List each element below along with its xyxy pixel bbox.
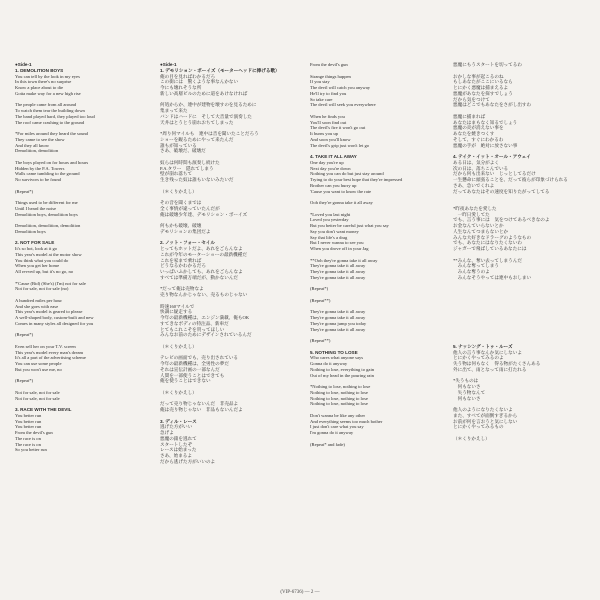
lyric-line: スタートしたぞ	[160, 441, 193, 447]
lyric-line: Know a place about to die	[15, 85, 64, 90]
lyric-line: From the devil's gun	[310, 62, 348, 67]
lyric-line: 今年の最新機種は、エンジン満載、俺もOK	[160, 315, 250, 320]
lyric-line: The band played hard, they played too loud	[15, 113, 95, 119]
lyric-line: (Repeat**)	[310, 338, 331, 343]
lyric-line: だから逃げた方がいいのよ	[160, 458, 216, 464]
lyric-line: The boys played on for hours and hours	[15, 159, 89, 165]
lyric-line: （＊くりかえし）	[160, 343, 197, 349]
song-title: 1. デモリション・ボーイズ（モーターヘッドに捧げる歌）	[160, 67, 280, 73]
lyric-line: お前が何を言おうと気にしない	[453, 418, 518, 424]
lyric-line: They're gonna take it all away	[310, 309, 366, 315]
lyric-line: 他人のようになりたくないよ	[453, 407, 513, 412]
lyric-line: The race is on	[15, 441, 41, 447]
song-title: 4. テイク・イット・オール・アウェイ	[453, 154, 531, 159]
lyric-line: One day you're up	[310, 159, 344, 165]
lyric-line: 悪魔にもうスタートを切ってるわ	[453, 62, 522, 67]
lyric-line: みんな大好きなドラーグのようなもの	[453, 234, 532, 240]
lyric-line: 他人の言う事なんか気にしないよ	[453, 349, 522, 355]
lyric-line: And everything seems too much bother	[310, 418, 383, 424]
song-title: 3. RACE WITH THE DEVIL	[15, 407, 72, 412]
lyric-line: Demolition, demolition, demolition	[15, 223, 81, 228]
lyric-line: 今にも壊れそうな所	[160, 85, 202, 90]
lyric-line: でも、あなたにはなりたくないわ	[453, 240, 522, 246]
lyric-line: Next day you're down	[310, 165, 351, 171]
lyric-line: But you better be careful just what you say	[310, 223, 389, 228]
lyric-line: (Repeat*)	[15, 332, 34, 338]
lyric-line: They came to see the show	[15, 136, 65, 142]
lyric-line: 生き残った奴は誰もいないみたいだ	[160, 177, 234, 182]
lyric-line: Say that life's a drag	[310, 234, 348, 240]
lyric-line: 何もないさ	[453, 395, 481, 401]
lyric-line: （＊くりかえし）	[160, 188, 197, 194]
lyric-line: (Repeat*)	[310, 286, 329, 292]
lyric-line: 新しい高層ビルのために道をあけなければ	[160, 90, 248, 96]
lyric-line: To watch them tear the building down	[15, 108, 85, 113]
lyric-line: I just don't care what you say	[310, 424, 364, 430]
lyric-line: 今年の最新機種は、全男性の夢だ	[160, 361, 229, 366]
lyric-line: これが今年のモーターショーの最新機種だ	[160, 251, 247, 257]
song-title: 3. ディル・レース	[160, 418, 197, 424]
lyric-line: *周り何マイルも 連中は音を聞いたことだろう	[160, 131, 259, 136]
lyric-line: But I never wanna to see you	[310, 240, 364, 246]
lyric-line: さあ、始まるよ	[160, 453, 192, 458]
lyric-line: **みんな、奪い去ってしまうんだ	[453, 257, 522, 263]
lyric-line: おかしな事が起こるのね	[453, 73, 504, 79]
lyric-line: 誰もが知っている	[160, 142, 197, 148]
lyric-line: 悪魔はどこでもあなたをさがし出すわ	[453, 102, 532, 108]
lyric-line: When you get her home	[15, 263, 60, 269]
lyric-line: The devil will catch you anyway	[310, 85, 371, 90]
lyric-line: Ooh they're gonna take it all away	[310, 200, 373, 205]
lyric-line: Nothing to lose, everything to gain	[310, 366, 375, 372]
lyric-line: 俺を使うことはできない	[160, 378, 211, 384]
lyric-line: （＊くりかえし）	[160, 389, 197, 395]
lyric-line: And soon you'll know	[310, 136, 351, 142]
lyric-line: 俺は売り物じゃない 非品もないんだよ	[160, 407, 243, 412]
lyric-line: *Loved you last night	[310, 211, 351, 217]
lyric-line: All revved up, but it's no go, no	[15, 269, 74, 274]
lyric-line: もしあなたがここにいるなら	[453, 79, 513, 85]
lyric-line: Gotta make way for a new high rise	[15, 90, 81, 96]
lyric-line: さあ、破壊だ、破壊だ	[160, 148, 206, 154]
lyric-line: A hundred miles per hour	[15, 297, 62, 303]
lyric-line: The devil's grip just won't let go	[310, 142, 370, 148]
lyric-line: みんな奪うのよ	[453, 269, 490, 274]
song-title: 1. DEMOLITION BOYS	[15, 67, 64, 73]
lyric-line: この街には 驚くような事なんかない	[160, 79, 239, 85]
lyric-line: When you drove off in your Jag	[310, 246, 369, 251]
lyric-line: みんなそうやっては連中もおしまい	[453, 274, 532, 280]
lyric-line: Demolition boys, demolition boys	[15, 211, 78, 217]
lyric-line: さあ、急いでくれよ	[453, 182, 495, 188]
lyric-line: 'Cause you want to know the rate	[310, 188, 372, 194]
lyric-line: 全く事情が違っていたんだが	[160, 205, 220, 211]
lyric-line: Nothing to lose, nothing to lose	[310, 395, 368, 401]
lyric-line: 次の日は、落ちこんでいる	[453, 165, 509, 171]
lyric-line: Nothing to lose, nothing to lose	[310, 401, 368, 407]
lyric-line: Say you don't want money	[310, 228, 359, 234]
lyric-line: No survivors to be found	[15, 177, 61, 182]
lyric-line: It's so hot, look at it go	[15, 246, 58, 251]
lyric-line: すべては準備万端だが、動かないんだ	[160, 274, 239, 280]
lyric-line: 悪魔の鋃を逃れて	[160, 435, 197, 441]
lyric-line: So you better run	[15, 447, 47, 453]
song-title: 2. NOT FOR SALE	[15, 240, 55, 246]
song-title: 2. ノット・フォー・セイル	[160, 240, 215, 246]
lyric-line: **Ooh they're gonna take it all away	[310, 257, 378, 263]
lyric-line: Nothing to lose, nothing to lose	[310, 389, 368, 395]
lyric-line: They're gonna take it all away	[310, 263, 366, 269]
lyric-line: 一昨日愛してた	[453, 211, 490, 217]
lyric-line: だから何も出来ない じっとしてるだけ	[453, 171, 536, 177]
lyric-line: *For miles around they heard the sound	[15, 131, 88, 136]
lyrics-column-japanese-2	[453, 62, 588, 442]
lyric-line: The race is on	[15, 435, 41, 441]
lyric-line: They're gonna take it all away	[310, 274, 366, 280]
lyric-line: それは宣伝計画の一部なんだ	[160, 366, 220, 372]
lyric-line: みんな奪ってしまう	[453, 263, 499, 269]
lyric-line: If you stay	[310, 79, 330, 85]
lyric-line: Until I heard the noise	[15, 205, 57, 211]
lyric-line: The devil will seek you everywhere	[310, 102, 376, 108]
lyric-line: 奴らは何時間も演奏し続けた	[160, 159, 220, 165]
lyric-line: だってあなたはその速度を知りたがってしてる	[453, 188, 550, 194]
lyric-line: *Nothing to lose, nothing to lose	[310, 384, 371, 389]
lyrics-column-english-1	[15, 62, 150, 453]
side-label: ●Side-1	[15, 62, 32, 67]
lyric-line: They're gonna jump you today	[310, 320, 367, 326]
lyric-line: みんなお前のためにデザインされているんだ	[160, 332, 252, 338]
lyric-line: They're gonna take it all away	[310, 315, 366, 320]
lyric-line: ある日は、気分がよく	[453, 159, 499, 165]
lyric-line: だって売り物じゃないんだ 非売品よ	[160, 401, 239, 407]
lyric-line: A well-shaped body, custom-built and new	[15, 315, 94, 320]
lyric-line: Trying to do your best hope that they're impressed	[310, 177, 403, 182]
lyric-line: 何もかも破壊、破壊	[160, 223, 202, 228]
lyric-line: 何もないさ	[453, 384, 481, 389]
lyric-line: Hidden by the P.A. Towers	[15, 165, 65, 171]
lyrics-column-japanese-1	[160, 62, 295, 465]
song-title: 5. ナッシング・トゥ・ルーズ	[453, 343, 513, 349]
lyric-line: (Repeat*)	[15, 188, 34, 194]
lyric-line: ジャガーで飛ばしているあなたには	[453, 246, 527, 251]
song-title: 4. TAKE IT ALL AWAY	[310, 154, 357, 159]
lyric-line: 逃げた方がいい	[160, 424, 193, 430]
lyric-line: Don't wanna be like any other	[310, 412, 366, 418]
lyric-line: とてもこれこそを買ってほしい	[160, 326, 225, 332]
lyric-line: Who cares what anyone says	[310, 355, 364, 361]
lyric-line: お金なんていらないとか	[453, 223, 504, 228]
catalog-page-footer: (VIP-6736) — 2 —	[280, 590, 320, 595]
lyric-line: Gonna do it anyway	[310, 361, 348, 366]
lyric-line: その音を聞くまでは	[160, 200, 202, 205]
lyric-line: You think what you could do	[15, 257, 69, 263]
lyric-line: 悪魔の炎が消えない事を	[453, 125, 504, 131]
lyric-line: *昨夜あなたを愛した	[453, 205, 497, 211]
lyric-line: It's all a part of the advertising scheme	[15, 355, 86, 361]
lyric-line: デモリションの集団だよ	[160, 228, 211, 234]
lyric-line: This year's model at the motor show	[15, 251, 82, 257]
lyric-line: 壁が崩れ落ちて	[160, 171, 193, 177]
lyric-line: The devil's fire it won't go out	[310, 125, 366, 131]
lyric-line: 悪魔に捕まれば	[453, 113, 486, 119]
lyric-line: When he finds you	[310, 113, 345, 119]
lyric-line: It burns you up	[310, 131, 338, 136]
lyric-line: (Repeat**)	[310, 297, 331, 303]
lyric-line: Not for sale, not for sale (no)	[15, 286, 69, 292]
lyric-line: (Repeat* and fade)	[310, 441, 345, 447]
lyric-line: 時速160マイルで	[160, 303, 195, 309]
lyric-line: In this town there's no surprise	[15, 79, 72, 85]
lyric-line: From the devil's gun	[15, 430, 53, 435]
lyric-line: どうなるかわかるだろ	[160, 263, 206, 269]
side-label: ●Side-1	[160, 62, 177, 67]
lyric-line: 悪魔の手が 絶対に放さない事	[453, 142, 518, 148]
lyric-line: So take care	[310, 96, 333, 102]
lyric-line: 俺は破壊少年達、デモリション・ボーイズ	[160, 211, 248, 217]
lyric-line: Not for sale, not for sale	[15, 389, 60, 395]
lyric-line: You better run	[15, 412, 42, 418]
lyric-line: Comes in many styles all designed for you	[15, 320, 94, 326]
lyric-line: Walls came tumbling to the ground	[15, 171, 80, 177]
song-title: 5. NOTHING TO LOSE	[310, 349, 358, 355]
lyric-line: (Repeat*)	[15, 378, 34, 384]
lyric-line: また、すべてが面倒すぎるから	[453, 412, 518, 418]
lyric-line: The roof came crashing to the ground	[15, 119, 85, 125]
lyric-line: あなたはまもなく知るでしょう	[453, 119, 518, 125]
lyric-line: *失うものは	[453, 378, 479, 384]
lyric-line: あなたを焼きつくす	[453, 131, 495, 136]
lyric-line: And she goes with ease	[15, 303, 59, 309]
lyric-line: Nothing you can do but just stay around	[310, 171, 384, 177]
lyric-line: P.A.タワー 隠れてしまう	[160, 165, 214, 171]
lyric-line: そして、すぐにわかるわ	[453, 136, 504, 142]
lyric-line: Demolition, demolition	[15, 148, 59, 154]
lyric-line: 集まって来た	[160, 108, 188, 113]
lyric-line: だから気をつけて	[453, 96, 490, 102]
lyric-line: 一生懸命に頭張ることを、だって彼らが印象づけられる	[453, 177, 568, 182]
lyric-line: Not for sale, not for sale	[15, 395, 60, 401]
lyric-line: Even sell her on your T.V. screen	[15, 343, 76, 349]
lyric-line: 俺の目を見ればわかるだろ	[160, 73, 216, 79]
lyric-line: Brother can you hurry up	[310, 182, 357, 188]
lyric-line: とってもホットだよ、あれをごらんなよ	[160, 246, 243, 251]
lyric-line: でも、言う事には 気をつけてあるべきなのよ	[453, 217, 550, 223]
lyric-line: とにかく悪魔は捕まえるよ	[453, 85, 509, 90]
lyric-line: They're gonna take it all away	[310, 326, 366, 332]
lyric-line: 天井はとうとう崩れおちてしまった	[160, 119, 234, 125]
lyric-line: 外に出て、雨となって雨に打たれる	[453, 366, 527, 372]
lyric-line: Loved you yesterday	[310, 217, 349, 223]
lyric-line: They're gonna take it all away	[310, 269, 366, 274]
lyric-line: This year's model every man's dream	[15, 349, 84, 355]
lyric-line: 急げよ	[160, 430, 174, 435]
lyric-line: とにかくやってみるのよ	[453, 355, 504, 361]
lyric-line: 何処からか、連中が建物を壊すのを見るために	[160, 102, 257, 108]
lyric-line: Out of my head in the pouring rain	[310, 372, 374, 378]
lyrics-column-english-2	[310, 62, 445, 447]
lyric-line: （＊くりかえし）	[453, 435, 490, 441]
lyric-line: The people came from all around	[15, 102, 77, 108]
lyric-line: Strange things happen	[310, 73, 351, 79]
lyric-line: And they all know	[15, 142, 50, 148]
lyric-line: I'm gonna do it anyway	[310, 430, 354, 435]
lyric-line: You can use some people	[15, 361, 62, 366]
lyric-line: He'll try to find you	[310, 90, 347, 96]
lyric-line: You'll soon find out	[310, 119, 347, 125]
lyric-line: 失う物は何もなく 得る物がたくさんある	[453, 361, 541, 366]
lyric-line: 失う物なんて	[453, 389, 486, 395]
lyric-line: Things used to be different for me	[15, 200, 78, 205]
lyric-line: ショーを観るためにやって来たんだ	[160, 136, 234, 142]
lyric-line: *'Cause (Bid) (She's) (I'm) not for sale	[15, 280, 86, 286]
lyric-line: You better run	[15, 424, 42, 430]
lyric-line: テレビの画面でも、売り出されている	[160, 355, 239, 361]
lyric-line: This year's model is geared to please	[15, 309, 83, 315]
lyric-line: But you won't use me, no	[15, 366, 62, 372]
lyric-line: Demolition boys	[15, 228, 46, 234]
lyric-line: You better run	[15, 418, 42, 424]
lyric-line: 人生なんてつまらないとか	[453, 228, 509, 234]
lyric-line: *だって俺は売物なよ	[160, 286, 204, 292]
lyric-line: レースは始まった	[160, 447, 197, 453]
lyric-line: バンドはハードに そして大音量で演奏した	[160, 113, 252, 119]
lyric-line: すてきなボディの特注品、新車だ	[160, 320, 229, 326]
lyric-line: 快調に疑走する	[160, 309, 193, 315]
lyric-line: 売り物なんかじゃない、売るものじゃない	[160, 292, 248, 297]
lyric-line: 人間を一部使うことはできても	[160, 372, 225, 378]
lyric-line: これを家まで乗れば	[160, 257, 202, 263]
lyric-line: 悪魔があなたを探すでしょう	[453, 90, 513, 96]
lyric-line: You can tell by the look in my eyes	[15, 73, 80, 79]
lyric-line: いっぱいふかしても、あれをごらんなよ	[160, 269, 243, 274]
lyric-line: とにかくやってみるもの	[453, 424, 504, 430]
